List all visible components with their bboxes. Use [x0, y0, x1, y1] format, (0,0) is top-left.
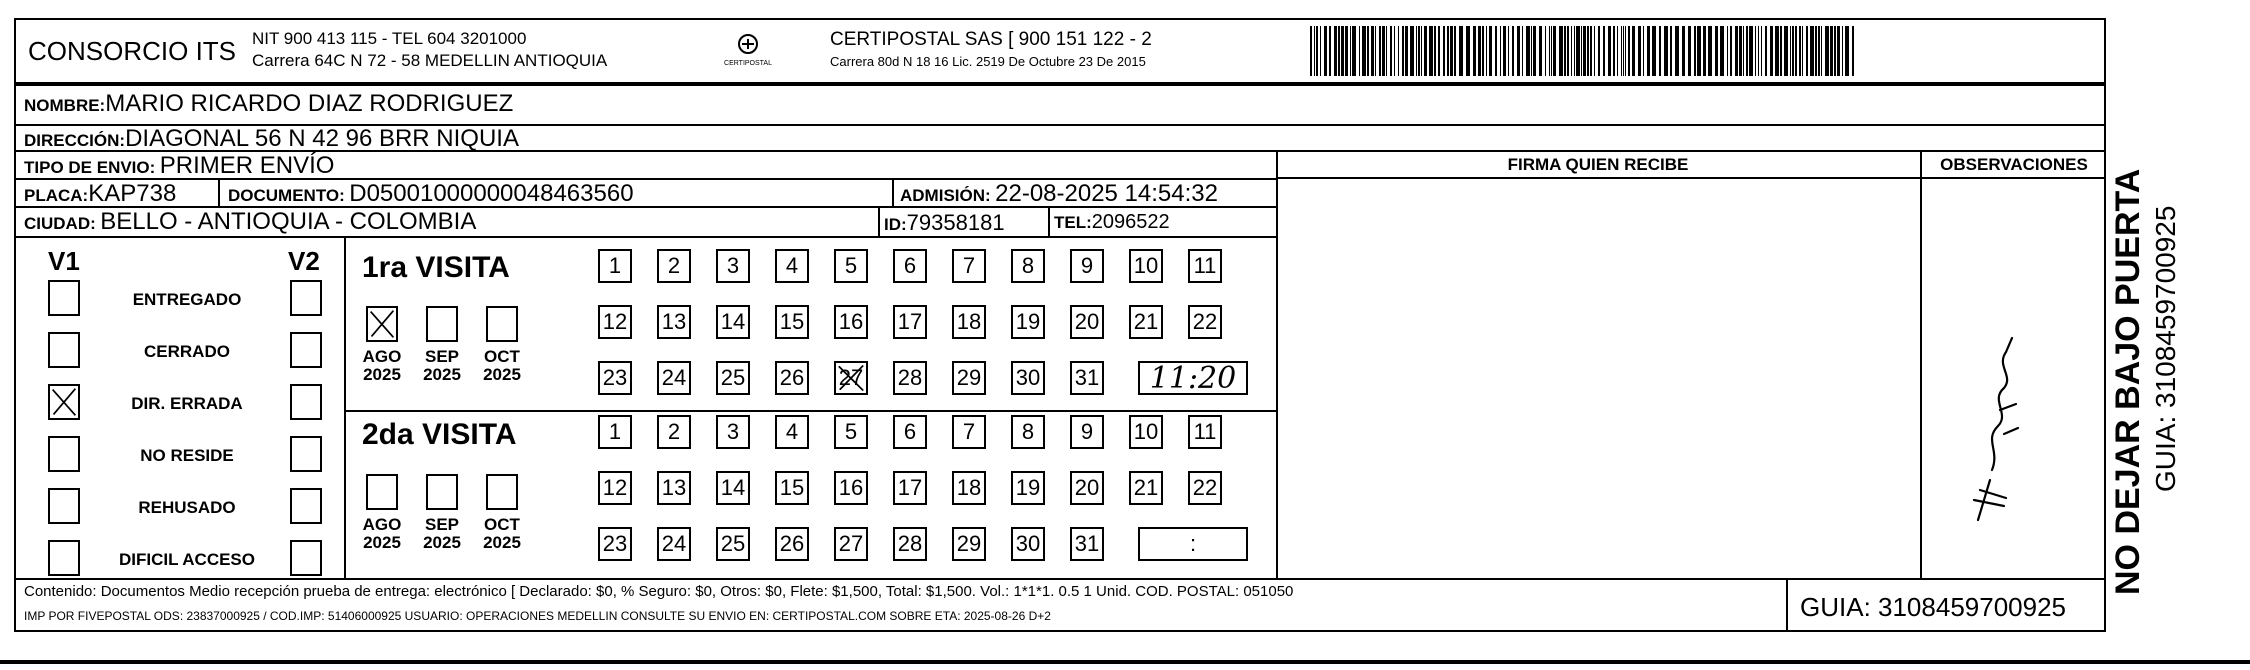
day-box[interactable]: 23	[598, 527, 632, 561]
month-checkbox[interactable]	[366, 306, 398, 342]
v2-checkbox[interactable]	[290, 488, 322, 524]
day-box[interactable]: 10	[1129, 249, 1163, 283]
divider	[14, 236, 1276, 238]
side-guia: GUIA: 3108459700925	[2150, 205, 2181, 492]
day-box[interactable]: 21	[1129, 305, 1163, 339]
day-box[interactable]: 5	[834, 415, 868, 449]
day-box[interactable]: 26	[775, 527, 809, 561]
divider	[1276, 150, 1278, 578]
placa-value: KAP738	[88, 180, 177, 207]
day-box[interactable]: 27	[834, 361, 868, 395]
divider	[1048, 206, 1050, 236]
day-box[interactable]: 4	[775, 249, 809, 283]
certipostal-logo	[724, 30, 772, 70]
observaciones-header: OBSERVACIONES	[1940, 155, 2088, 174]
day-box[interactable]: 8	[1011, 415, 1045, 449]
ciudad-row: CIUDAD: BELLO - ANTIOQUIA - COLOMBIA	[24, 208, 477, 235]
status-label: ENTREGADO	[132, 290, 242, 309]
day-box[interactable]: 28	[893, 527, 927, 561]
admision-row: ADMISIÓN: 22-08-2025 14:54:32	[900, 180, 1218, 207]
month-checkbox[interactable]	[486, 306, 518, 342]
nombre-row: NOMBRE:MARIO RICARDO DIAZ RODRIGUEZ	[24, 90, 514, 117]
footer-print-info: IMP POR FIVEPOSTAL ODS: 23837000925 / COD.IMP: 51406000925 USUARIO: OPERACIONES MEDELLIN CONSULTE SU ENVIO EN: CERTIPOSTAL.COM SOBRE ETA: 2025-08-26 D+2	[24, 609, 1051, 623]
day-box[interactable]: 24	[657, 527, 691, 561]
divider	[344, 410, 1276, 412]
month-label: OCT 2025	[483, 515, 521, 552]
company-nit: NIT 900 413 115 - TEL 604 3201000	[252, 29, 527, 48]
day-box[interactable]: 23	[598, 361, 632, 395]
day-box[interactable]: 18	[952, 305, 986, 339]
visit2-title: 2da VISITA	[362, 418, 517, 451]
day-box[interactable]: 4	[775, 415, 809, 449]
day-box[interactable]: 1	[598, 415, 632, 449]
day-box[interactable]: 19	[1011, 305, 1045, 339]
tel-value: 2096522	[1091, 211, 1170, 233]
visit2-time-field[interactable]: :	[1138, 527, 1248, 561]
day-box[interactable]: 17	[893, 471, 927, 505]
month-label: SEP 2025	[423, 347, 461, 384]
day-box[interactable]: 30	[1011, 361, 1045, 395]
day-box[interactable]: 20	[1070, 471, 1104, 505]
day-box[interactable]: 31	[1070, 361, 1104, 395]
visit1-title: 1ra VISITA	[362, 251, 510, 284]
day-box[interactable]: 10	[1129, 415, 1163, 449]
day-box[interactable]: 16	[834, 305, 868, 339]
tipo-envio-row: TIPO DE ENVIO: PRIMER ENVÍO	[24, 152, 335, 179]
day-box[interactable]: 29	[952, 361, 986, 395]
day-box[interactable]: 28	[893, 361, 927, 395]
day-box[interactable]: 21	[1129, 471, 1163, 505]
divider	[218, 178, 220, 206]
nombre-value: MARIO RICARDO DIAZ RODRIGUEZ	[105, 90, 514, 117]
day-box[interactable]: 19	[1011, 471, 1045, 505]
day-box[interactable]: 7	[952, 415, 986, 449]
day-box[interactable]: 7	[952, 249, 986, 283]
v1-checkbox[interactable]	[48, 332, 80, 368]
carrier-name: CERTIPOSTAL SAS [ 900 151 122 - 2	[830, 29, 1152, 50]
day-box[interactable]: 25	[716, 527, 750, 561]
day-box[interactable]: 18	[952, 471, 986, 505]
divider	[878, 206, 880, 236]
divider	[892, 178, 894, 206]
carrier-license: Carrera 80d N 18 16 Lic. 2519 De Octubre 23 De 2015	[830, 54, 1146, 69]
month-label: AGO 2025	[362, 347, 402, 384]
status-label: REHUSADO	[138, 498, 236, 517]
company-address: Carrera 64C N 72 - 58 MEDELLIN ANTIOQUIA	[252, 51, 608, 70]
visit1-time-field[interactable]: 11:20	[1138, 361, 1248, 395]
v1-checkbox[interactable]	[48, 436, 80, 472]
status-label: DIR. ERRADA	[131, 394, 243, 413]
month-checkbox[interactable]	[426, 306, 458, 342]
day-box[interactable]: 8	[1011, 249, 1045, 283]
v1-checkbox[interactable]	[48, 384, 80, 420]
month-checkbox[interactable]	[486, 474, 518, 510]
day-box[interactable]: 12	[598, 305, 632, 339]
handwritten-signature	[1960, 330, 2040, 530]
day-box[interactable]: 9	[1070, 415, 1104, 449]
v2-checkbox[interactable]	[290, 384, 322, 420]
day-box[interactable]: 9	[1070, 249, 1104, 283]
day-box[interactable]: 29	[952, 527, 986, 561]
day-box[interactable]: 13	[657, 471, 691, 505]
company-name: CONSORCIO ITS	[28, 36, 237, 66]
documento-value: D05001000000048463560	[349, 180, 634, 207]
v1-checkbox[interactable]	[48, 488, 80, 524]
v2-checkbox[interactable]	[290, 332, 322, 368]
day-box[interactable]: 11	[1188, 415, 1222, 449]
v1-checkbox[interactable]	[48, 540, 80, 576]
status-label: NO RESIDE	[140, 446, 234, 465]
no-dejar-bajo-puerta: NO DEJAR BAJO PUERTA	[2109, 168, 2147, 595]
id-value: 79358181	[906, 210, 1005, 235]
day-box[interactable]: 1	[598, 249, 632, 283]
v2-checkbox[interactable]	[290, 436, 322, 472]
v1-checkbox[interactable]	[48, 280, 80, 316]
barcode	[1310, 26, 1860, 76]
day-box[interactable]: 11	[1188, 249, 1222, 283]
month-checkbox[interactable]	[426, 474, 458, 510]
month-label: OCT 2025	[483, 347, 521, 384]
id-row: ID:79358181	[884, 210, 1005, 235]
day-box[interactable]: 16	[834, 471, 868, 505]
divider	[344, 236, 346, 578]
footer-content: Contenido: Documentos Medio recepción prueba de entrega: electrónico [ Declarado: $0, % Seguro: $0, Otros: $0, Flete: $1,500, Total: $1,500. Vol.: 1*1*1. 0.5 1 Unid. COD. POSTAL: 051050	[24, 583, 1294, 600]
day-box[interactable]: 30	[1011, 527, 1045, 561]
status-label: DIFICIL ACCESO	[118, 550, 255, 569]
tipo-envio-value: PRIMER ENVÍO	[159, 152, 335, 179]
day-box[interactable]: 14	[716, 471, 750, 505]
day-box[interactable]: 14	[716, 305, 750, 339]
divider	[1920, 150, 1922, 578]
tel-row: TEL:2096522	[1054, 211, 1170, 233]
day-box[interactable]: 5	[834, 249, 868, 283]
page-bottom-rule	[0, 660, 2250, 664]
month-label: AGO 2025	[362, 515, 402, 552]
day-box[interactable]: 15	[775, 305, 809, 339]
day-box[interactable]: 27	[834, 527, 868, 561]
day-box[interactable]: 15	[775, 471, 809, 505]
day-box[interactable]: 17	[893, 305, 927, 339]
direccion-value: DIAGONAL 56 N 42 96 BRR NIQUIA	[125, 125, 519, 152]
day-box[interactable]: 12	[598, 471, 632, 505]
ciudad-value: BELLO - ANTIOQUIA - COLOMBIA	[100, 208, 477, 235]
day-box[interactable]: 3	[716, 415, 750, 449]
divider	[1276, 177, 2106, 179]
month-label: SEP 2025	[423, 515, 461, 552]
day-box[interactable]: 22	[1188, 305, 1222, 339]
divider	[14, 578, 2106, 580]
day-box[interactable]: 6	[893, 249, 927, 283]
v2-checkbox[interactable]	[290, 540, 322, 576]
v1-label: V1	[48, 246, 80, 276]
day-box[interactable]: 26	[775, 361, 809, 395]
v2-label: V2	[288, 246, 320, 276]
day-box[interactable]: 31	[1070, 527, 1104, 561]
divider	[1786, 578, 1788, 632]
admision-value: 22-08-2025 14:54:32	[995, 180, 1218, 207]
svg-text:CERTIPOSTAL: CERTIPOSTAL	[724, 60, 772, 67]
day-box[interactable]: 6	[893, 415, 927, 449]
documento-row: DOCUMENTO: D05001000000048463560	[228, 180, 634, 207]
direccion-row: DIRECCIÓN:DIAGONAL 56 N 42 96 BRR NIQUIA	[24, 125, 519, 152]
day-box[interactable]: 20	[1070, 305, 1104, 339]
day-box[interactable]: 2	[657, 415, 691, 449]
status-label: CERRADO	[144, 342, 230, 361]
day-box[interactable]: 13	[657, 305, 691, 339]
footer-guia: GUIA: 3108459700925	[1800, 592, 2066, 622]
day-box[interactable]: 2	[657, 249, 691, 283]
month-checkbox[interactable]	[366, 474, 398, 510]
firma-header: FIRMA QUIEN RECIBE	[1507, 155, 1689, 174]
day-box[interactable]: 22	[1188, 471, 1222, 505]
v2-checkbox[interactable]	[290, 280, 322, 316]
placa-row: PLACA:KAP738	[24, 180, 177, 207]
day-box[interactable]: 24	[657, 361, 691, 395]
day-box[interactable]: 3	[716, 249, 750, 283]
day-box[interactable]: 25	[716, 361, 750, 395]
